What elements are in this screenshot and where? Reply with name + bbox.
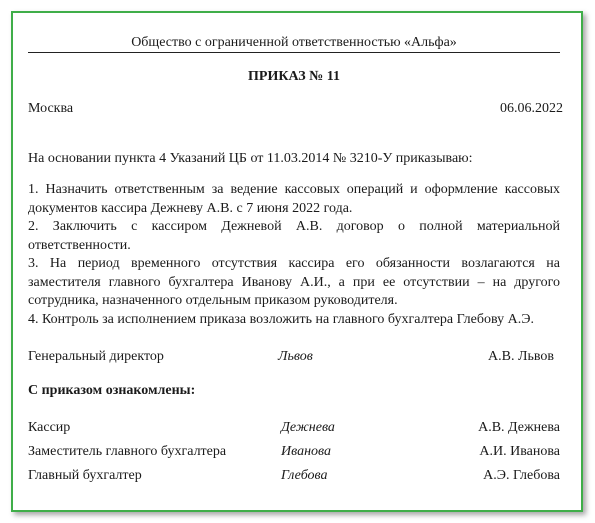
acknowledged-row	[28, 420, 560, 438]
acknowledged-row	[28, 444, 560, 462]
acknowledged-role: Заместитель главного бухгалтера	[28, 444, 227, 459]
organization-name: Общество с ограниченной ответственностью «Альфа»	[28, 35, 560, 53]
director-signature-row	[28, 349, 560, 367]
director-role: Генеральный директор	[28, 349, 164, 364]
acknowledged-signature: Глебова	[281, 468, 328, 483]
acknowledged-row	[28, 468, 560, 486]
order-title: ПРИКАЗ № 11	[248, 69, 340, 84]
acknowledged-heading: С приказом ознакомлены:	[28, 383, 196, 398]
acknowledged-name: А.Э. Глебова	[483, 468, 560, 483]
acknowledged-role: Главный бухгалтер	[28, 468, 142, 483]
order-basis: На основании пункта 4 Указаний ЦБ от 11.03.2014 № 3210-У приказываю:	[28, 151, 473, 166]
order-items	[28, 181, 560, 329]
order-date: 06.06.2022	[500, 101, 563, 116]
director-signature: Львов	[278, 349, 313, 364]
acknowledged-name: А.И. Иванова	[479, 444, 560, 459]
order-item: 3. На период временного отсутствия кассира его обязанности возлагаются на заместителя главного бухгалтера Иванову А.И., а при ее отсутствии – на другого сотрудника, назначенного отдельным приказом руководителя.	[28, 256, 560, 308]
acknowledged-name: А.В. Дежнева	[478, 420, 560, 435]
acknowledged-role: Кассир	[28, 420, 71, 435]
order-item: 2. Заключить с кассиром Дежневой А.В. договор о полной материальной ответственности.	[28, 219, 560, 253]
acknowledged-signature: Дежнева	[281, 420, 335, 435]
order-item: 1. Назначить ответственным за ведение кассовых операций и оформление кассовых документов кассира Дежневу А.В. с 7 июня 2022 года.	[28, 182, 560, 216]
acknowledged-signature: Иванова	[281, 444, 332, 459]
director-name: А.В. Львов	[488, 349, 554, 364]
order-city: Москва	[28, 101, 74, 116]
order-item: 4. Контроль за исполнением приказа возложить на главного бухгалтера Глебову А.Э.	[28, 311, 534, 327]
document-frame	[11, 11, 583, 512]
